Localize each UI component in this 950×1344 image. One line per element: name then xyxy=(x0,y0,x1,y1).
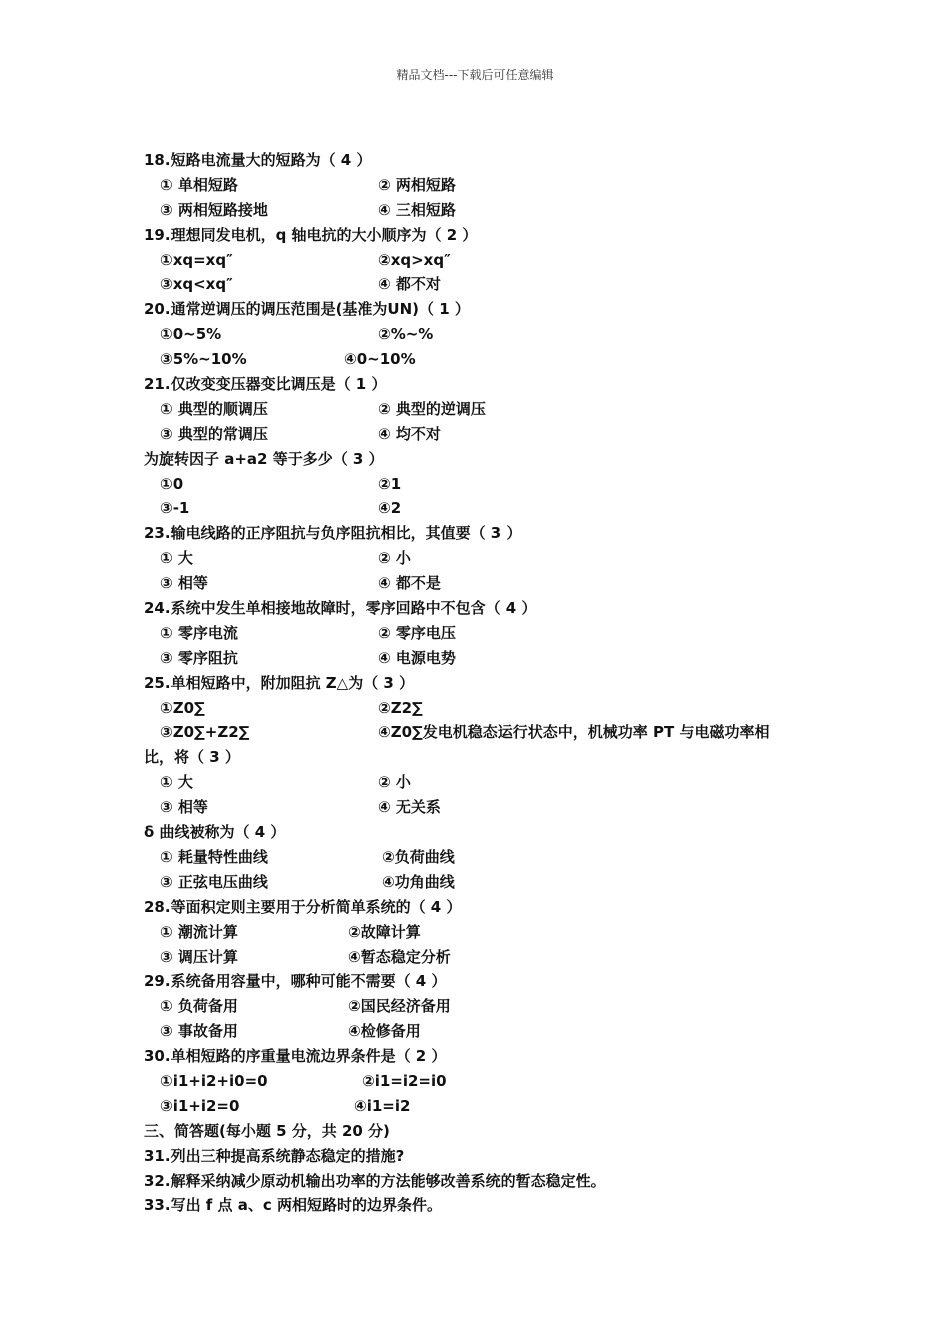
question-line xyxy=(144,969,844,994)
option-row xyxy=(144,198,844,223)
question-list xyxy=(144,148,844,1218)
option-right: ②%~% xyxy=(378,325,434,344)
option-right: ④2 xyxy=(378,499,402,518)
question-text: 30.单相短路的序重量电流边界条件是（ 2 ） xyxy=(144,1047,447,1066)
option-row xyxy=(144,571,844,596)
option-left: ① 零序电流 xyxy=(160,623,238,642)
question-line xyxy=(144,820,844,845)
option-right: ④ 无关系 xyxy=(378,798,441,817)
option-row xyxy=(144,870,844,895)
option-right: ②Z2∑ xyxy=(378,698,423,717)
question-line xyxy=(144,1119,844,1144)
option-left: ①Z0∑ xyxy=(160,698,205,717)
option-left: ① 大 xyxy=(160,773,193,792)
option-right: ④ 都不对 xyxy=(378,275,441,294)
option-left: ①0~5% xyxy=(160,325,222,344)
option-left: ① 大 xyxy=(160,549,193,568)
question-text: 三、简答题(每小题 5 分，共 20 分) xyxy=(144,1121,390,1140)
option-row xyxy=(144,945,844,970)
question-text: 28.等面积定则主要用于分析简单系统的（ 4 ） xyxy=(144,897,462,916)
option-row xyxy=(144,248,844,273)
question-text: 32.解释采纳减少原动机输出功率的方法能够改善系统的暂态稳定性。 xyxy=(144,1171,606,1190)
option-left: ① 单相短路 xyxy=(160,175,238,194)
question-text: 比，将（ 3 ） xyxy=(144,748,240,767)
option-row xyxy=(144,496,844,521)
question-text: 23.输电线路的正序阻抗与负序阻抗相比，其值要（ 3 ） xyxy=(144,524,522,543)
option-row xyxy=(144,795,844,820)
question-line xyxy=(144,372,844,397)
question-line xyxy=(144,1193,844,1218)
question-line xyxy=(144,521,844,546)
question-text: 31.列出三种提高系统静态稳定的措施? xyxy=(144,1146,405,1165)
option-left: ① 典型的顺调压 xyxy=(160,399,268,418)
option-right: ② 典型的逆调压 xyxy=(378,399,486,418)
option-row xyxy=(144,347,844,372)
option-left: ③ 正弦电压曲线 xyxy=(160,872,268,891)
option-left: ③-1 xyxy=(160,499,190,518)
option-right: ② 零序电压 xyxy=(378,623,456,642)
question-line xyxy=(144,671,844,696)
option-row xyxy=(144,472,844,497)
option-left: ① 潮流计算 xyxy=(160,922,238,941)
option-row xyxy=(144,322,844,347)
option-row xyxy=(144,720,844,745)
option-left: ① 耗量特性曲线 xyxy=(160,847,268,866)
option-row xyxy=(144,173,844,198)
option-right: ④0~10% xyxy=(344,350,416,369)
question-line xyxy=(144,895,844,920)
question-line xyxy=(144,148,844,173)
option-right: ④ 电源电势 xyxy=(378,648,456,667)
question-line xyxy=(144,1144,844,1169)
option-right: ④暂态稳定分析 xyxy=(348,947,451,966)
option-right: ④ 三相短路 xyxy=(378,200,456,219)
option-left: ①0 xyxy=(160,474,184,493)
option-row xyxy=(144,646,844,671)
question-text: 25.单相短路中，附加阻抗 Z△为（ 3 ） xyxy=(144,673,415,692)
option-right: ② 小 xyxy=(378,773,411,792)
question-text: 24.系统中发生单相接地故障时，零序回路中不包含（ 4 ） xyxy=(144,599,537,618)
option-right: ②故障计算 xyxy=(348,922,421,941)
option-right: ②国民经济备用 xyxy=(348,997,451,1016)
question-line xyxy=(144,1169,844,1194)
question-text: 33.写出 f 点 a、c 两相短路时的边界条件。 xyxy=(144,1196,443,1215)
option-right: ②xq>xq″ xyxy=(378,250,451,269)
option-row xyxy=(144,1019,844,1044)
question-line xyxy=(144,297,844,322)
option-left: ③ 事故备用 xyxy=(160,1022,238,1041)
option-left: ③ 相等 xyxy=(160,574,208,593)
option-left: ① 负荷备用 xyxy=(160,997,238,1016)
option-left: ③xq<xq″ xyxy=(160,275,233,294)
option-right: ④检修备用 xyxy=(348,1022,421,1041)
option-row xyxy=(144,621,844,646)
question-text: 19.理想同发电机，q 轴电抗的大小顺序为（ 2 ） xyxy=(144,225,478,244)
option-right: ④ 都不是 xyxy=(378,574,441,593)
question-text: 21.仅改变变压器变比调压是（ 1 ） xyxy=(144,375,387,394)
page-header: 精品文档---下载后可任意编辑 xyxy=(396,68,554,82)
question-text: δ 曲线被称为（ 4 ） xyxy=(144,823,286,842)
option-left: ③ 两相短路接地 xyxy=(160,200,268,219)
option-row xyxy=(144,696,844,721)
option-left: ①xq=xq″ xyxy=(160,250,233,269)
question-line xyxy=(144,447,844,472)
question-line xyxy=(144,223,844,248)
option-left: ③5%~10% xyxy=(160,350,247,369)
option-right: ④功角曲线 xyxy=(382,872,455,891)
option-row xyxy=(144,272,844,297)
option-right: ② 两相短路 xyxy=(378,175,456,194)
question-text: 18.短路电流量大的短路为（ 4 ） xyxy=(144,151,372,169)
option-right: ② 小 xyxy=(378,549,411,568)
question-text: 29.系统备用容量中，哪种可能不需要（ 4 ） xyxy=(144,972,447,991)
option-right: ②负荷曲线 xyxy=(382,847,455,866)
option-left: ③ 典型的常调压 xyxy=(160,424,268,443)
option-left: ③i1+i2=0 xyxy=(160,1096,240,1115)
option-right: ②i1=i2=i0 xyxy=(362,1071,447,1090)
option-row xyxy=(144,397,844,422)
option-row xyxy=(144,1094,844,1119)
question-line xyxy=(144,745,844,770)
option-row xyxy=(144,546,844,571)
option-row xyxy=(144,770,844,795)
option-left: ③ 调压计算 xyxy=(160,947,238,966)
option-right: ④Z0∑发电机稳态运行状态中，机械功率 PT 与电磁功率相 xyxy=(378,723,770,742)
option-right: ②1 xyxy=(378,474,402,493)
question-text: 20.通常逆调压的调压范围是(基准为UN)（ 1 ） xyxy=(144,300,470,319)
option-row xyxy=(144,920,844,945)
option-row xyxy=(144,845,844,870)
option-right: ④ 均不对 xyxy=(378,424,441,443)
option-row xyxy=(144,422,844,447)
option-right: ④i1=i2 xyxy=(354,1096,411,1115)
option-left: ③ 相等 xyxy=(160,798,208,817)
question-text: 为旋转因子 a+a2 等于多少（ 3 ） xyxy=(144,449,384,468)
option-row xyxy=(144,994,844,1019)
option-row xyxy=(144,1069,844,1094)
option-left: ①i1+i2+i0=0 xyxy=(160,1071,268,1090)
question-line xyxy=(144,596,844,621)
option-left: ③Z0∑+Z2∑ xyxy=(160,723,250,742)
option-left: ③ 零序阻抗 xyxy=(160,648,238,667)
question-line xyxy=(144,1044,844,1069)
